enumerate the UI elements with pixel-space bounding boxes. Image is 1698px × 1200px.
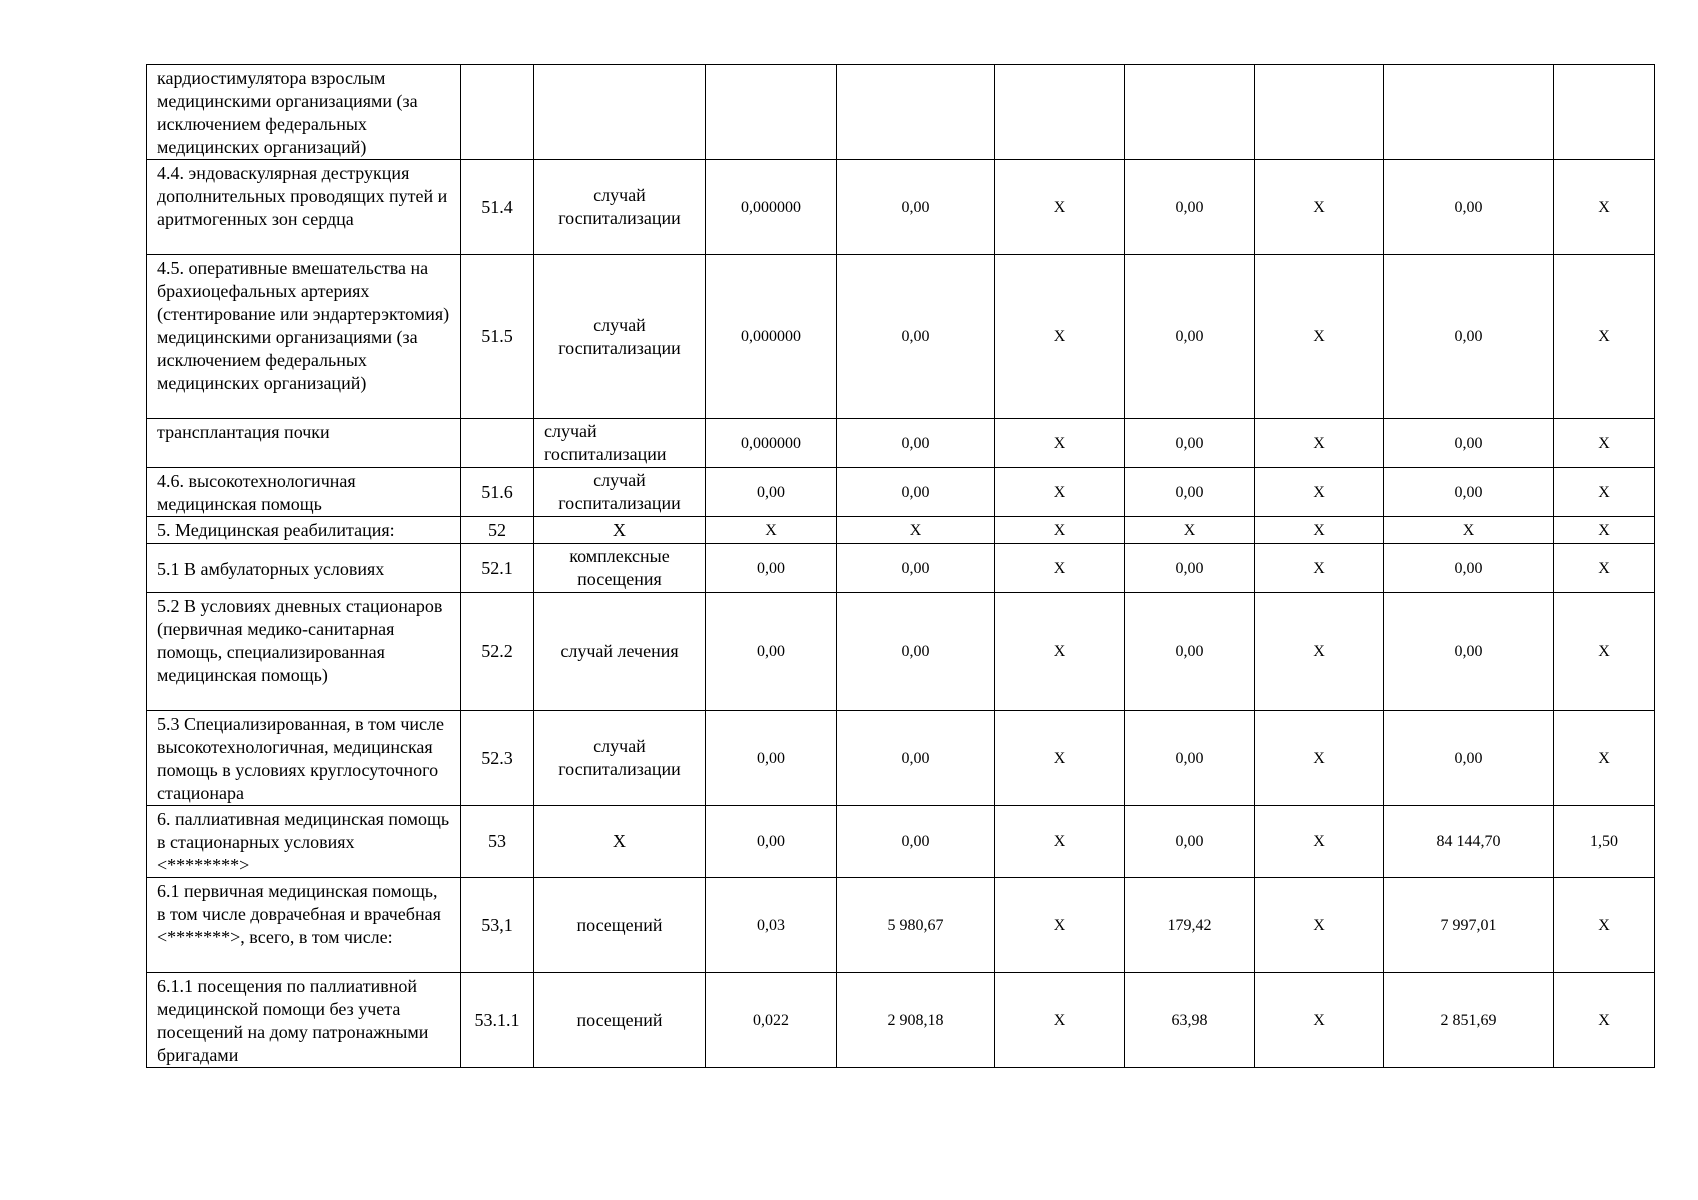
row-value: X xyxy=(1255,468,1384,517)
row-value: 0,00 xyxy=(1125,806,1255,878)
row-name: 6.1.1 посещения по паллиативной медицинской помощи без учета посещений на дому патронажными бригадами xyxy=(147,973,461,1068)
row-value: X xyxy=(995,517,1125,544)
row-value: 0,000000 xyxy=(706,255,837,419)
row-value: X xyxy=(1125,517,1255,544)
row-value: 0,00 xyxy=(1384,160,1554,255)
row-code: 52.3 xyxy=(461,711,534,806)
row-value: 0,00 xyxy=(1384,255,1554,419)
row-value: X xyxy=(995,711,1125,806)
row-unit: X xyxy=(534,806,706,878)
row-value: 0,000000 xyxy=(706,419,837,468)
row-value: X xyxy=(995,160,1125,255)
row-name: 6.1 первичная медицинская помощь, в том числе доврачебная и врачебная <*******>, всего, в том числе: xyxy=(147,878,461,973)
row-value: X xyxy=(1554,517,1655,544)
row-value: X xyxy=(1255,544,1384,593)
row-value: X xyxy=(1255,711,1384,806)
row-unit: случай госпитализации xyxy=(534,468,706,517)
row-name: 4.5. оперативные вмешательства на брахиоцефальных артериях (стентирование или эндартерэктомия) медицинскими организациями (за исключением федеральных медицинских организаций) xyxy=(147,255,461,419)
table-row xyxy=(147,593,1655,711)
row-code: 51.4 xyxy=(461,160,534,255)
row-value: 0,00 xyxy=(1384,419,1554,468)
table-row xyxy=(147,160,1655,255)
table-row xyxy=(147,878,1655,973)
row-value: X xyxy=(995,468,1125,517)
table-row xyxy=(147,255,1655,419)
row-value: 179,42 xyxy=(1125,878,1255,973)
row-code: 51.5 xyxy=(461,255,534,419)
row-value xyxy=(706,65,837,160)
row-value: X xyxy=(995,878,1125,973)
row-unit: комплексные посещения xyxy=(534,544,706,593)
row-code: 52 xyxy=(461,517,534,544)
row-unit: X xyxy=(534,517,706,544)
row-value: X xyxy=(1255,593,1384,711)
row-value: X xyxy=(706,517,837,544)
row-value: 0,00 xyxy=(837,468,995,517)
row-value: X xyxy=(995,593,1125,711)
row-code: 52.2 xyxy=(461,593,534,711)
row-value: 0,00 xyxy=(837,593,995,711)
row-value: 0,00 xyxy=(837,711,995,806)
row-value: X xyxy=(1554,593,1655,711)
row-name: 4.6. высокотехнологичная медицинская помощь xyxy=(147,468,461,517)
row-name: 5. Медицинская реабилитация: xyxy=(147,517,461,544)
row-value: 0,00 xyxy=(837,160,995,255)
table-row xyxy=(147,806,1655,878)
row-value: 0,00 xyxy=(706,711,837,806)
row-value: 0,00 xyxy=(706,468,837,517)
row-unit: случай госпитализации xyxy=(534,419,706,468)
row-value: X xyxy=(1255,973,1384,1068)
row-code: 53,1 xyxy=(461,878,534,973)
row-value: X xyxy=(1255,806,1384,878)
row-unit: посещений xyxy=(534,973,706,1068)
row-value: 0,00 xyxy=(1125,544,1255,593)
row-value: 0,00 xyxy=(837,255,995,419)
table-row xyxy=(147,544,1655,593)
table-row xyxy=(147,468,1655,517)
row-code xyxy=(461,65,534,160)
row-value: X xyxy=(1554,468,1655,517)
row-value: 0,00 xyxy=(1125,468,1255,517)
table-row xyxy=(147,419,1655,468)
row-value: 7 997,01 xyxy=(1384,878,1554,973)
row-name: 6. паллиативная медицинская помощь в стационарных условиях <********> xyxy=(147,806,461,878)
row-code xyxy=(461,419,534,468)
row-value: 0,00 xyxy=(1125,593,1255,711)
row-value: X xyxy=(1554,544,1655,593)
row-value: 0,00 xyxy=(1384,711,1554,806)
row-value: X xyxy=(1554,711,1655,806)
row-unit: случай госпитализации xyxy=(534,160,706,255)
row-value: 0,00 xyxy=(837,419,995,468)
row-value: 0,00 xyxy=(706,544,837,593)
row-value: 0,00 xyxy=(706,806,837,878)
row-value: 63,98 xyxy=(1125,973,1255,1068)
row-name: 4.4. эндоваскулярная деструкция дополнительных проводящих путей и аритмогенных зон сердца xyxy=(147,160,461,255)
row-unit: случай госпитализации xyxy=(534,255,706,419)
row-value: X xyxy=(1255,517,1384,544)
row-value: X xyxy=(1255,255,1384,419)
row-value: 0,00 xyxy=(1125,255,1255,419)
row-name: 5.1 В амбулаторных условиях xyxy=(147,544,461,593)
row-value: 5 980,67 xyxy=(837,878,995,973)
row-code: 53.1.1 xyxy=(461,973,534,1068)
row-value: 0,022 xyxy=(706,973,837,1068)
row-unit: случай госпитализации xyxy=(534,711,706,806)
row-code: 53 xyxy=(461,806,534,878)
row-value: 84 144,70 xyxy=(1384,806,1554,878)
row-unit: случай лечения xyxy=(534,593,706,711)
row-code: 51.6 xyxy=(461,468,534,517)
row-value: 0,00 xyxy=(1125,160,1255,255)
row-value xyxy=(995,65,1125,160)
row-unit xyxy=(534,65,706,160)
table-row xyxy=(147,517,1655,544)
row-code: 52.1 xyxy=(461,544,534,593)
row-value: X xyxy=(1554,419,1655,468)
row-value xyxy=(1384,65,1554,160)
row-value xyxy=(1554,65,1655,160)
row-value: 0,00 xyxy=(706,593,837,711)
row-value: X xyxy=(1554,255,1655,419)
row-value: 1,50 xyxy=(1554,806,1655,878)
row-name: 5.3 Специализированная, в том числе высокотехнологичная, медицинская помощь в условиях круглосуточного стационара xyxy=(147,711,461,806)
table-row xyxy=(147,711,1655,806)
row-value: 0,00 xyxy=(1384,544,1554,593)
row-unit: посещений xyxy=(534,878,706,973)
table-row xyxy=(147,973,1655,1068)
row-value: X xyxy=(1255,878,1384,973)
data-table xyxy=(146,64,1655,1068)
row-value: 0,03 xyxy=(706,878,837,973)
row-value: 0,00 xyxy=(1384,468,1554,517)
row-name: кардиостимулятора взрослым медицинскими организациями (за исключением федеральных медицинских организаций) xyxy=(147,65,461,160)
row-value: X xyxy=(995,255,1125,419)
row-value xyxy=(837,65,995,160)
row-value: X xyxy=(1554,878,1655,973)
row-value: X xyxy=(995,419,1125,468)
row-value: 0,00 xyxy=(837,806,995,878)
row-value xyxy=(1255,65,1384,160)
row-value xyxy=(1125,65,1255,160)
row-value: X xyxy=(995,544,1125,593)
row-value: X xyxy=(1384,517,1554,544)
row-value: X xyxy=(1255,419,1384,468)
table-row xyxy=(147,65,1655,160)
row-value: 0,00 xyxy=(1125,711,1255,806)
row-value: X xyxy=(995,973,1125,1068)
row-name: трансплантация почки xyxy=(147,419,461,468)
row-value: 2 851,69 xyxy=(1384,973,1554,1068)
row-value: 2 908,18 xyxy=(837,973,995,1068)
row-value: 0,00 xyxy=(837,544,995,593)
row-value: X xyxy=(1255,160,1384,255)
row-value: 0,000000 xyxy=(706,160,837,255)
row-name: 5.2 В условиях дневных стационаров (первичная медико-санитарная помощь, специализированная медицинская помощь) xyxy=(147,593,461,711)
row-value: 0,00 xyxy=(1384,593,1554,711)
row-value: X xyxy=(1554,160,1655,255)
row-value: X xyxy=(1554,973,1655,1068)
row-value: X xyxy=(995,806,1125,878)
row-value: X xyxy=(837,517,995,544)
row-value: 0,00 xyxy=(1125,419,1255,468)
